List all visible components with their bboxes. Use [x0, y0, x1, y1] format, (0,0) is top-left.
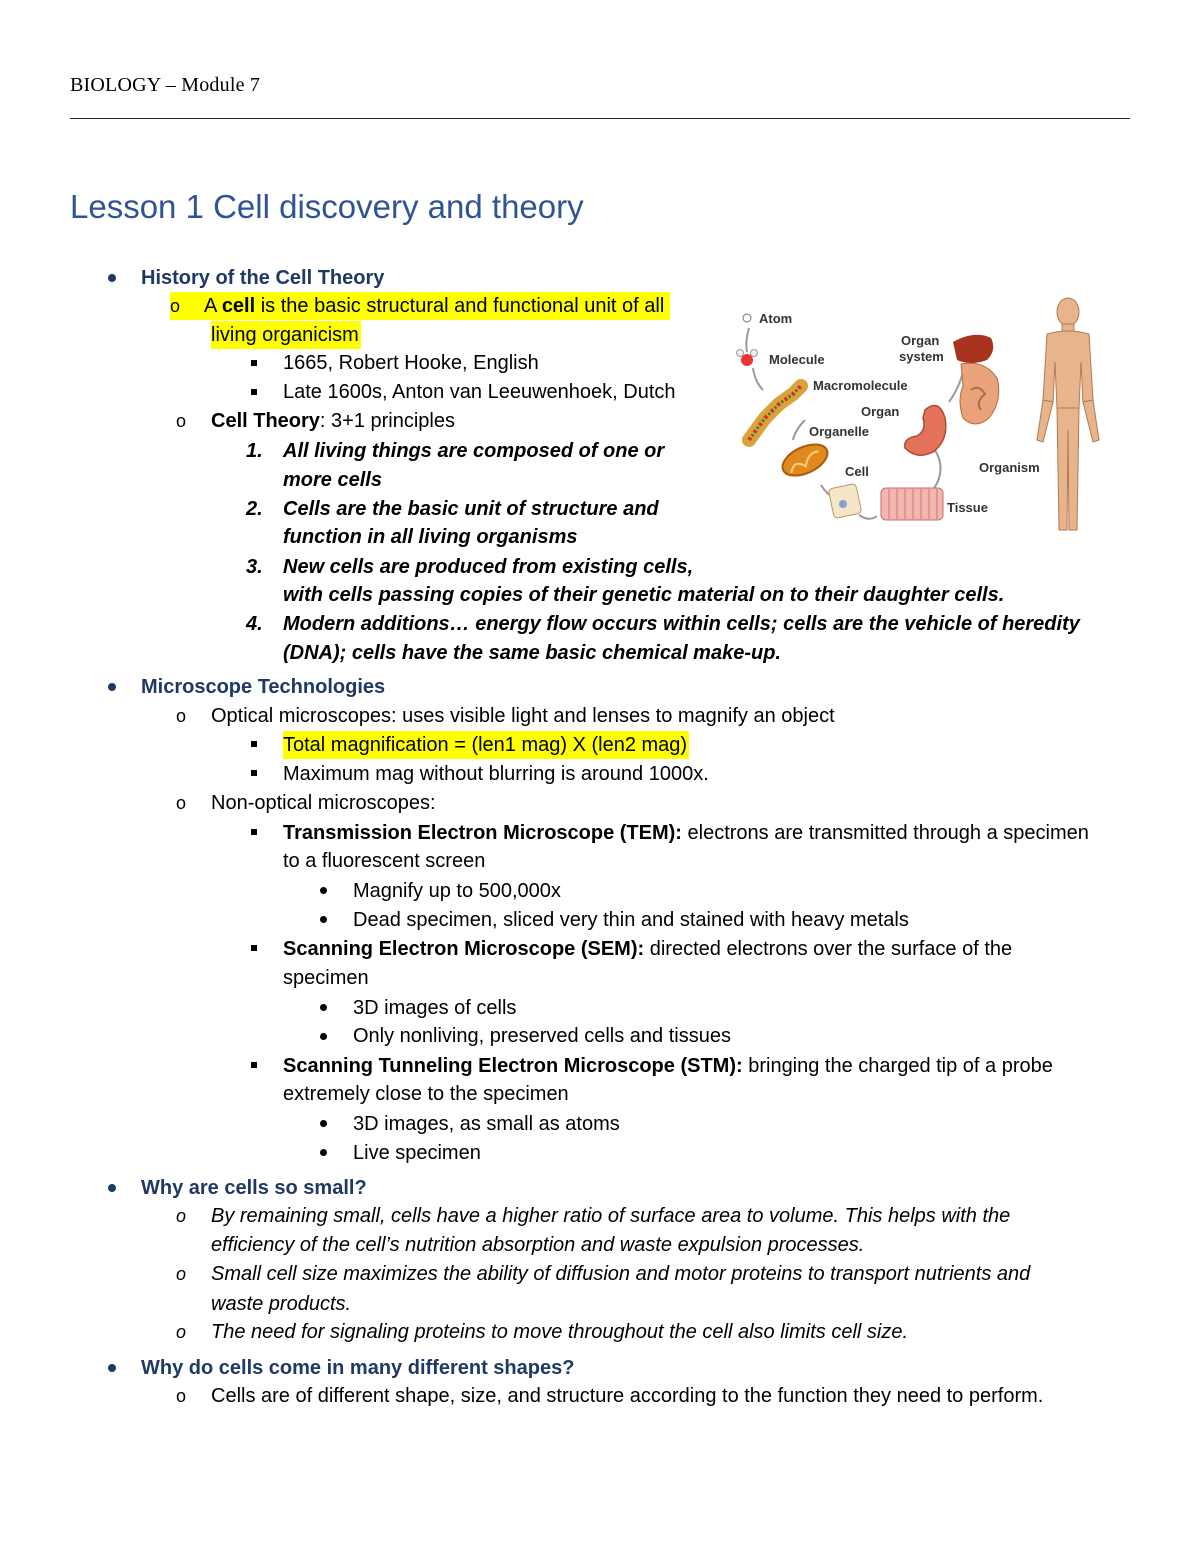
principle-number: 2.	[246, 498, 263, 520]
principle-line: Cells are the basic unit of structure and	[283, 498, 659, 520]
leeuwenhoek-item: Late 1600s, Anton van Leeuwenhoek, Dutch	[283, 381, 676, 403]
non-optical-microscopes-item: Non-optical microscopes:	[211, 792, 436, 814]
highlighted-definition-line-1: o A cell is the basic structural and functional unit of all	[170, 292, 670, 320]
cell-theory-line: Cell Theory: 3+1 principles	[211, 410, 455, 432]
organism-icon	[1037, 298, 1099, 530]
ring-bullet-icon: o	[176, 1322, 187, 1342]
square-bullet-icon	[251, 1062, 257, 1068]
square-bullet-icon	[251, 945, 257, 951]
sem-item: Scanning Electron Microscope (SEM): directed electrons over the surface of the	[283, 938, 1013, 960]
label-molecule: Molecule	[769, 352, 825, 367]
tem-point: Dead specimen, sliced very thin and stained with heavy metals	[353, 909, 909, 931]
ring-bullet-icon: o	[176, 411, 187, 431]
header-rule	[70, 118, 1130, 119]
ring-bullet-icon: o	[176, 1206, 187, 1226]
label-organ-system-1: Organ	[901, 333, 940, 348]
principle-line: New cells are produced from existing cells,	[283, 556, 694, 578]
label-macromolecule: Macromolecule	[813, 378, 908, 393]
principle-number: 3.	[246, 556, 263, 578]
bullet-icon	[108, 274, 116, 282]
max-magnification-item: Maximum mag without blurring is around 1000x.	[283, 763, 709, 785]
optical-microscopes-item: Optical microscopes: uses visible light and lenses to magnify an object	[211, 705, 835, 727]
bullet-icon	[320, 1149, 327, 1156]
label-organelle: Organelle	[809, 424, 869, 439]
page-header: BIOLOGY – Module 7	[70, 74, 261, 96]
ring-bullet-icon: o	[176, 1264, 187, 1284]
section-heading-small: Why are cells so small?	[141, 1177, 367, 1199]
atom-icon	[743, 314, 751, 322]
label-organism: Organism	[979, 460, 1040, 475]
ring-bullet-icon: o	[176, 706, 187, 726]
bullet-icon	[320, 916, 327, 923]
small-point-line: The need for signaling proteins to move throughout the cell also limits cell size.	[211, 1321, 909, 1343]
bullet-icon	[108, 1364, 116, 1372]
bullet-icon	[108, 683, 116, 691]
square-bullet-icon	[251, 389, 257, 395]
total-magnification-item: Total magnification = (len1 mag) X (len2 mag)	[283, 731, 689, 759]
tem-item-continued: to a fluorescent screen	[283, 850, 486, 872]
principle-number: 4.	[246, 613, 263, 635]
square-bullet-icon	[251, 770, 257, 776]
bullet-icon	[320, 1120, 327, 1127]
square-bullet-icon	[251, 741, 257, 747]
ring-bullet-icon: o	[176, 1386, 187, 1406]
section-heading-history: History of the Cell Theory	[141, 267, 385, 289]
highlighted-definition-line-2: living organicism	[211, 321, 361, 349]
biological-organization-figure	[735, 290, 1120, 540]
stm-point: Live specimen	[353, 1142, 481, 1164]
sem-point: 3D images of cells	[353, 997, 517, 1019]
label-organ: Organ	[861, 404, 900, 419]
lesson-title: Lesson 1 Cell discovery and theory	[70, 188, 584, 225]
stm-item-continued: extremely close to the specimen	[283, 1083, 569, 1105]
shapes-point: Cells are of different shape, size, and structure according to the function they need to perform.	[211, 1385, 1044, 1407]
square-bullet-icon	[251, 360, 257, 366]
sem-item-continued: specimen	[283, 967, 369, 989]
label-atom: Atom	[759, 311, 793, 326]
stm-item: Scanning Tunneling Electron Microscope (STM): bringing the charged tip of a probe	[283, 1055, 1053, 1077]
organ-icon	[905, 406, 946, 456]
term-cell: cell	[221, 295, 256, 317]
small-point-line: Small cell size maximizes the ability of diffusion and motor proteins to transport nutrients and	[211, 1263, 1031, 1285]
label-organ-system-2: system	[899, 349, 944, 364]
hooke-item: 1665, Robert Hooke, English	[283, 352, 539, 374]
sem-point: Only nonliving, preserved cells and tissues	[353, 1025, 731, 1047]
bullet-icon	[320, 1033, 327, 1040]
tem-point: Magnify up to 500,000x	[353, 880, 561, 902]
principle-line: All living things are composed of one or	[283, 440, 665, 462]
principle-line: with cells passing copies of their genetic material on to their daughter cells.	[283, 584, 1005, 606]
section-heading-microscope: Microscope Technologies	[141, 676, 386, 698]
organelle-icon	[778, 438, 832, 482]
section-heading-shapes: Why do cells come in many different shapes?	[141, 1357, 575, 1379]
label-tissue: Tissue	[947, 500, 988, 515]
small-point-line: By remaining small, cells have a higher ratio of surface area to volume. This helps with the	[211, 1205, 1011, 1227]
macromolecule-icon	[749, 386, 801, 440]
bullet-icon	[320, 887, 327, 894]
ring-bullet-icon: o	[176, 793, 187, 813]
bullet-icon	[320, 1004, 327, 1011]
small-point-line: efficiency of the cell’s nutrition absorption and waste expulsion processes.	[211, 1234, 865, 1256]
square-bullet-icon	[251, 829, 257, 835]
principle-line: more cells	[283, 469, 382, 491]
small-point-line: waste products.	[211, 1293, 352, 1315]
principle-number: 1.	[246, 440, 263, 462]
principle-line: function in all living organisms	[283, 526, 578, 548]
tem-item: Transmission Electron Microscope (TEM): electrons are transmitted through a specimen	[283, 822, 1089, 844]
stm-point: 3D images, as small as atoms	[353, 1113, 620, 1135]
bullet-icon	[108, 1184, 116, 1192]
tissue-icon	[881, 488, 943, 520]
principle-line: (DNA); cells have the same basic chemical make-up.	[283, 642, 781, 664]
label-cell: Cell	[845, 464, 869, 479]
ring-bullet-icon: o	[170, 296, 181, 316]
principle-line: Modern additions… energy flow occurs within cells; cells are the vehicle of heredity	[283, 613, 1080, 635]
